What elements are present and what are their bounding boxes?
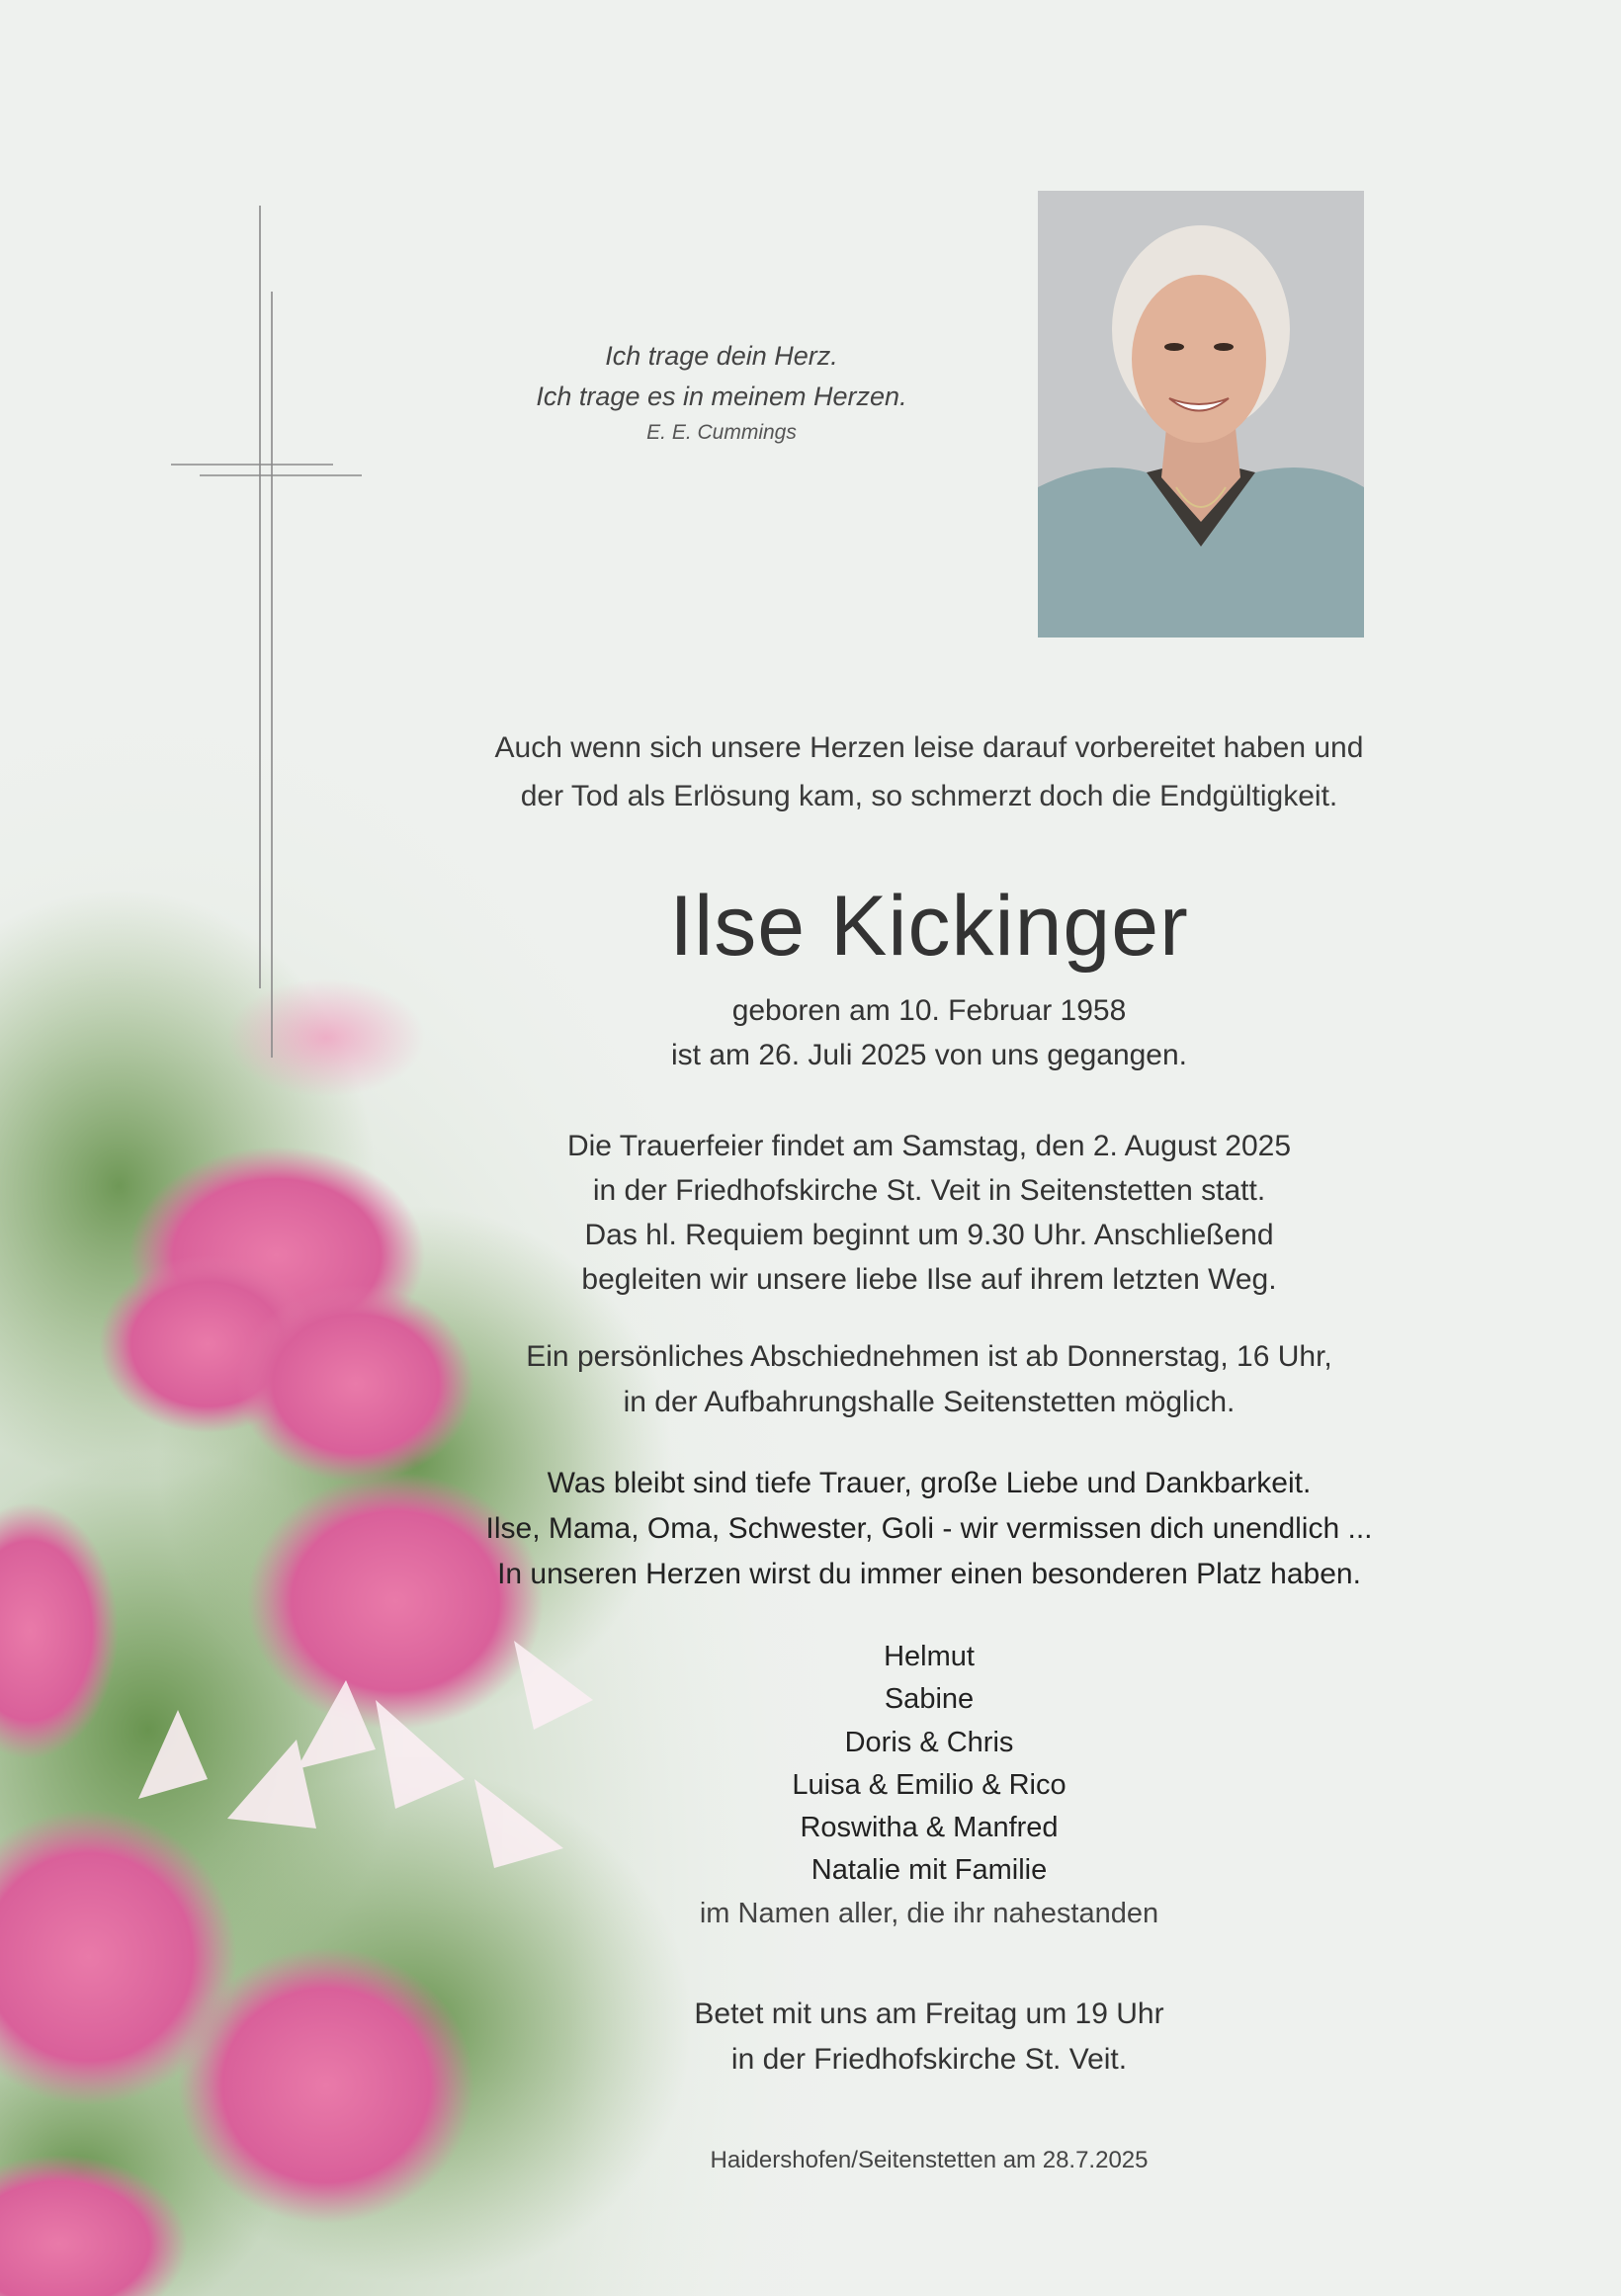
funeral-line: Die Trauerfeier findet am Samstag, den 2. August 2025 (566, 1130, 1292, 1162)
funeral-line: Das hl. Requiem beginnt um 9.30 Uhr. Anschließend (584, 1219, 1274, 1251)
quote-author: E. E. Cummings (646, 421, 797, 444)
prayer-info (435, 1992, 1423, 2083)
mourners-list (435, 1636, 1423, 1935)
farewell-line: Ein persönliches Abschiednehmen ist ab Donnerstag, 16 Uhr, (526, 1340, 1332, 1373)
funeral-line: in der Friedhofskirche St. Veit in Seitenstetten statt. (592, 1174, 1266, 1207)
mourner-name: Luisa & Emilio & Rico (792, 1768, 1066, 1801)
epitaph-quote (474, 336, 969, 445)
funeral-line: begleiten wir unsere liebe Ilse auf ihrem letzten Weg. (581, 1263, 1277, 1296)
quote-line: Ich trage es in meinem Herzen. (536, 382, 907, 411)
quote-line: Ich trage dein Herz. (605, 341, 838, 371)
message-line: Ilse, Mama, Oma, Schwester, Goli - wir vermissen dich unendlich ... (485, 1512, 1373, 1545)
mourners-note: im Namen aller, die ihr nahestanden (699, 1897, 1159, 1929)
mourner-name: Doris & Chris (844, 1726, 1014, 1758)
intro-line: Auch wenn sich unsere Herzen leise darauf vorbereitet haben und (494, 731, 1364, 764)
message-line: Was bleibt sind tiefe Trauer, große Liebe und Dankbarkeit. (547, 1467, 1312, 1499)
farewell-line: in der Aufbahrungshalle Seitenstetten möglich. (623, 1386, 1236, 1418)
place-and-date: Haidershofen/Seitenstetten am 28.7.2025 (710, 2147, 1149, 2173)
prayer-line: Betet mit uns am Freitag um 19 Uhr (694, 1998, 1164, 2030)
funeral-info (435, 1124, 1423, 1302)
death-date: ist am 26. Juli 2025 von uns gegangen. (670, 1039, 1188, 1071)
farewell-info (435, 1334, 1423, 1425)
birth-date: geboren am 10. Februar 1958 (731, 994, 1127, 1027)
mourner-name: Helmut (884, 1641, 975, 1672)
intro-line: der Tod als Erlösung kam, so schmerzt doch die Endgültigkeit. (520, 780, 1338, 812)
family-message (435, 1461, 1423, 1597)
mourner-name: Natalie mit Familie (810, 1854, 1048, 1887)
message-line: In unseren Herzen wirst du immer einen besonderen Platz haben. (497, 1558, 1361, 1590)
life-dates (435, 988, 1423, 1077)
prayer-line: in der Friedhofskirche St. Veit. (730, 2043, 1128, 2076)
deceased-name: Ilse Kickinger (669, 879, 1189, 974)
mourner-name: Roswitha & Manfred (800, 1812, 1059, 1844)
mourner-name: Sabine (884, 1683, 975, 1716)
portrait-photo (1038, 191, 1364, 638)
cross-icon (0, 0, 395, 1087)
intro-text (435, 723, 1423, 820)
